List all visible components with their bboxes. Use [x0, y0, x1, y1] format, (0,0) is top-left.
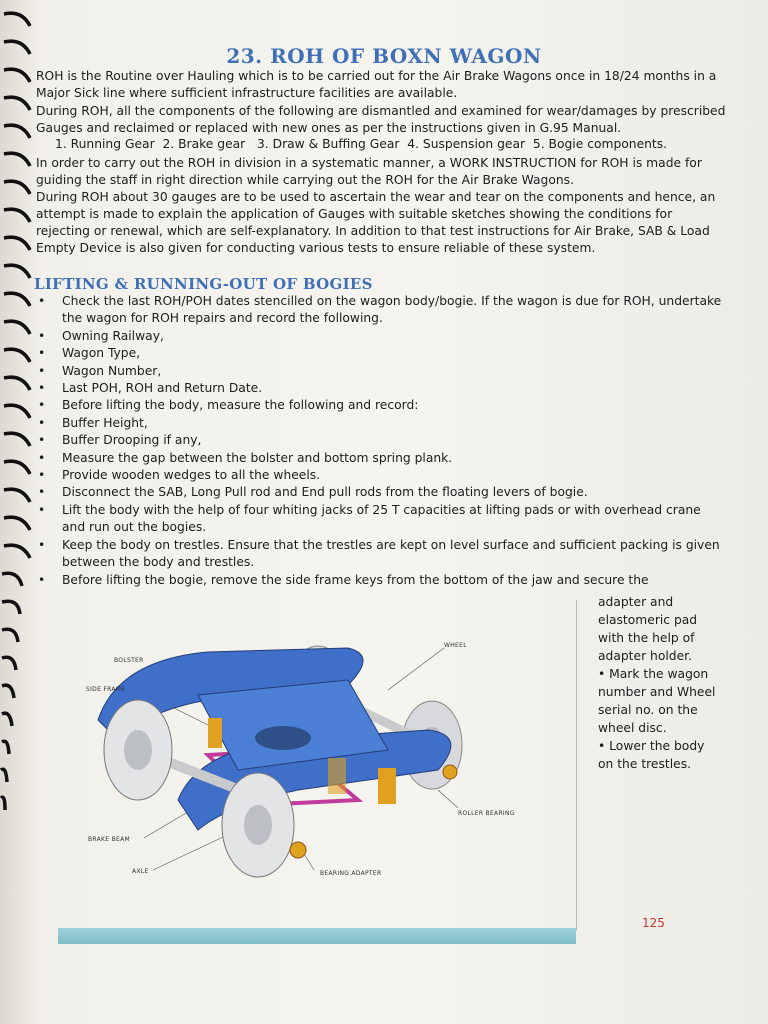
- label-bearing-adapter: BEARING ADAPTER: [320, 870, 382, 877]
- list-item: • Keep the body on trestles. Ensure that the trestles are kept on level surface and sufficient packing is given between the body and trestles.: [32, 537, 722, 572]
- list-item: • Lift the body with the help of four whiting jacks of 25 T capacities at lifting pads or with overhead crane and run out the bogies.: [32, 502, 722, 537]
- side-text-2: • Mark the wagon number and Wheel serial no. on the wheel disc.: [598, 667, 716, 735]
- list-item: • Buffer Height,: [32, 415, 722, 432]
- intro-paragraph-2: During ROH, all the components of the following are dismantled and examined for wear/damages by prescribed Gauges and reclaimed or replaced with new ones as per the instructions given in G.95 Manual.: [36, 104, 726, 135]
- components-list: 1. Running Gear 2. Brake gear 3. Draw & Buffing Gear 4. Suspension gear 5. Bogie components.: [55, 137, 668, 151]
- page-number: 125: [642, 916, 665, 930]
- footer-bar: [58, 928, 576, 944]
- label-side-frame: SIDE FRAME: [86, 686, 126, 693]
- list-item: • Before lifting the body, measure the following and record:: [32, 397, 722, 414]
- side-text-1: adapter and elastomeric pad with the help of adapter holder.: [598, 595, 698, 663]
- label-axle: AXLE: [132, 868, 149, 875]
- list-item: • Measure the gap between the bolster and bottom spring plank.: [32, 450, 722, 467]
- list-item: • Wagon Type,: [32, 345, 722, 362]
- list-item: • Check the last ROH/POH dates stencilled on the wagon body/bogie. If the wagon is due for ROH, undertake the wagon for ROH repairs and record the following.: [32, 293, 722, 328]
- procedure-list: [32, 293, 722, 589]
- page-title: 23. ROH OF BOXN WAGON: [226, 44, 542, 68]
- intro-paragraph-3: In order to carry out the ROH in division in a systematic manner, a WORK INSTRUCTION for ROH is made for guiding the staff in right direction while carrying out the ROH for the Air Brake Wagons.: [36, 156, 702, 187]
- side-text-3: • Lower the body on the trestles.: [598, 739, 705, 771]
- list-item: • Last POH, ROH and Return Date.: [32, 380, 722, 397]
- intro-paragraph-4: During ROH about 30 gauges are to be used to ascertain the wear and tear on the components and hence, an attempt is made to explain the application of Gauges with suitable sketches showing the conditions for rejecting or renewal, which are self-explanatory. In addition to that test instructions for Air Brake, SAB & Load Empty Device is also given for conducting various tests to ensure reliable of these system.: [36, 190, 716, 255]
- list-item: • Disconnect the SAB, Long Pull rod and End pull rods from the floating levers of bogie.: [32, 484, 722, 501]
- list-item: • Provide wooden wedges to all the wheels.: [32, 467, 722, 484]
- list-item: • Owning Railway,: [32, 328, 722, 345]
- section-heading: LIFTING & RUNNING-OUT OF BOGIES: [34, 275, 373, 293]
- list-item: • Wagon Number,: [32, 363, 722, 380]
- label-bolster: BOLSTER: [114, 657, 144, 664]
- bogie-figure: [58, 600, 577, 930]
- bogie-illustration: [58, 600, 576, 930]
- label-brake-beam: BRAKE BEAM: [88, 836, 130, 843]
- list-item: • Buffer Drooping if any,: [32, 432, 722, 449]
- label-roller-bearing: ROLLER BEARING: [458, 810, 515, 817]
- intro-paragraph-1: ROH is the Routine over Hauling which is to be carried out for the Air Brake Wagons once in 18/24 months in a Major Sick line where sufficient infrastructure facilities are available.: [36, 69, 717, 100]
- side-column-text: [598, 593, 718, 773]
- list-item: • Before lifting the bogie, remove the side frame keys from the bottom of the jaw and secure the: [32, 572, 722, 589]
- label-wheel: WHEEL: [444, 642, 467, 649]
